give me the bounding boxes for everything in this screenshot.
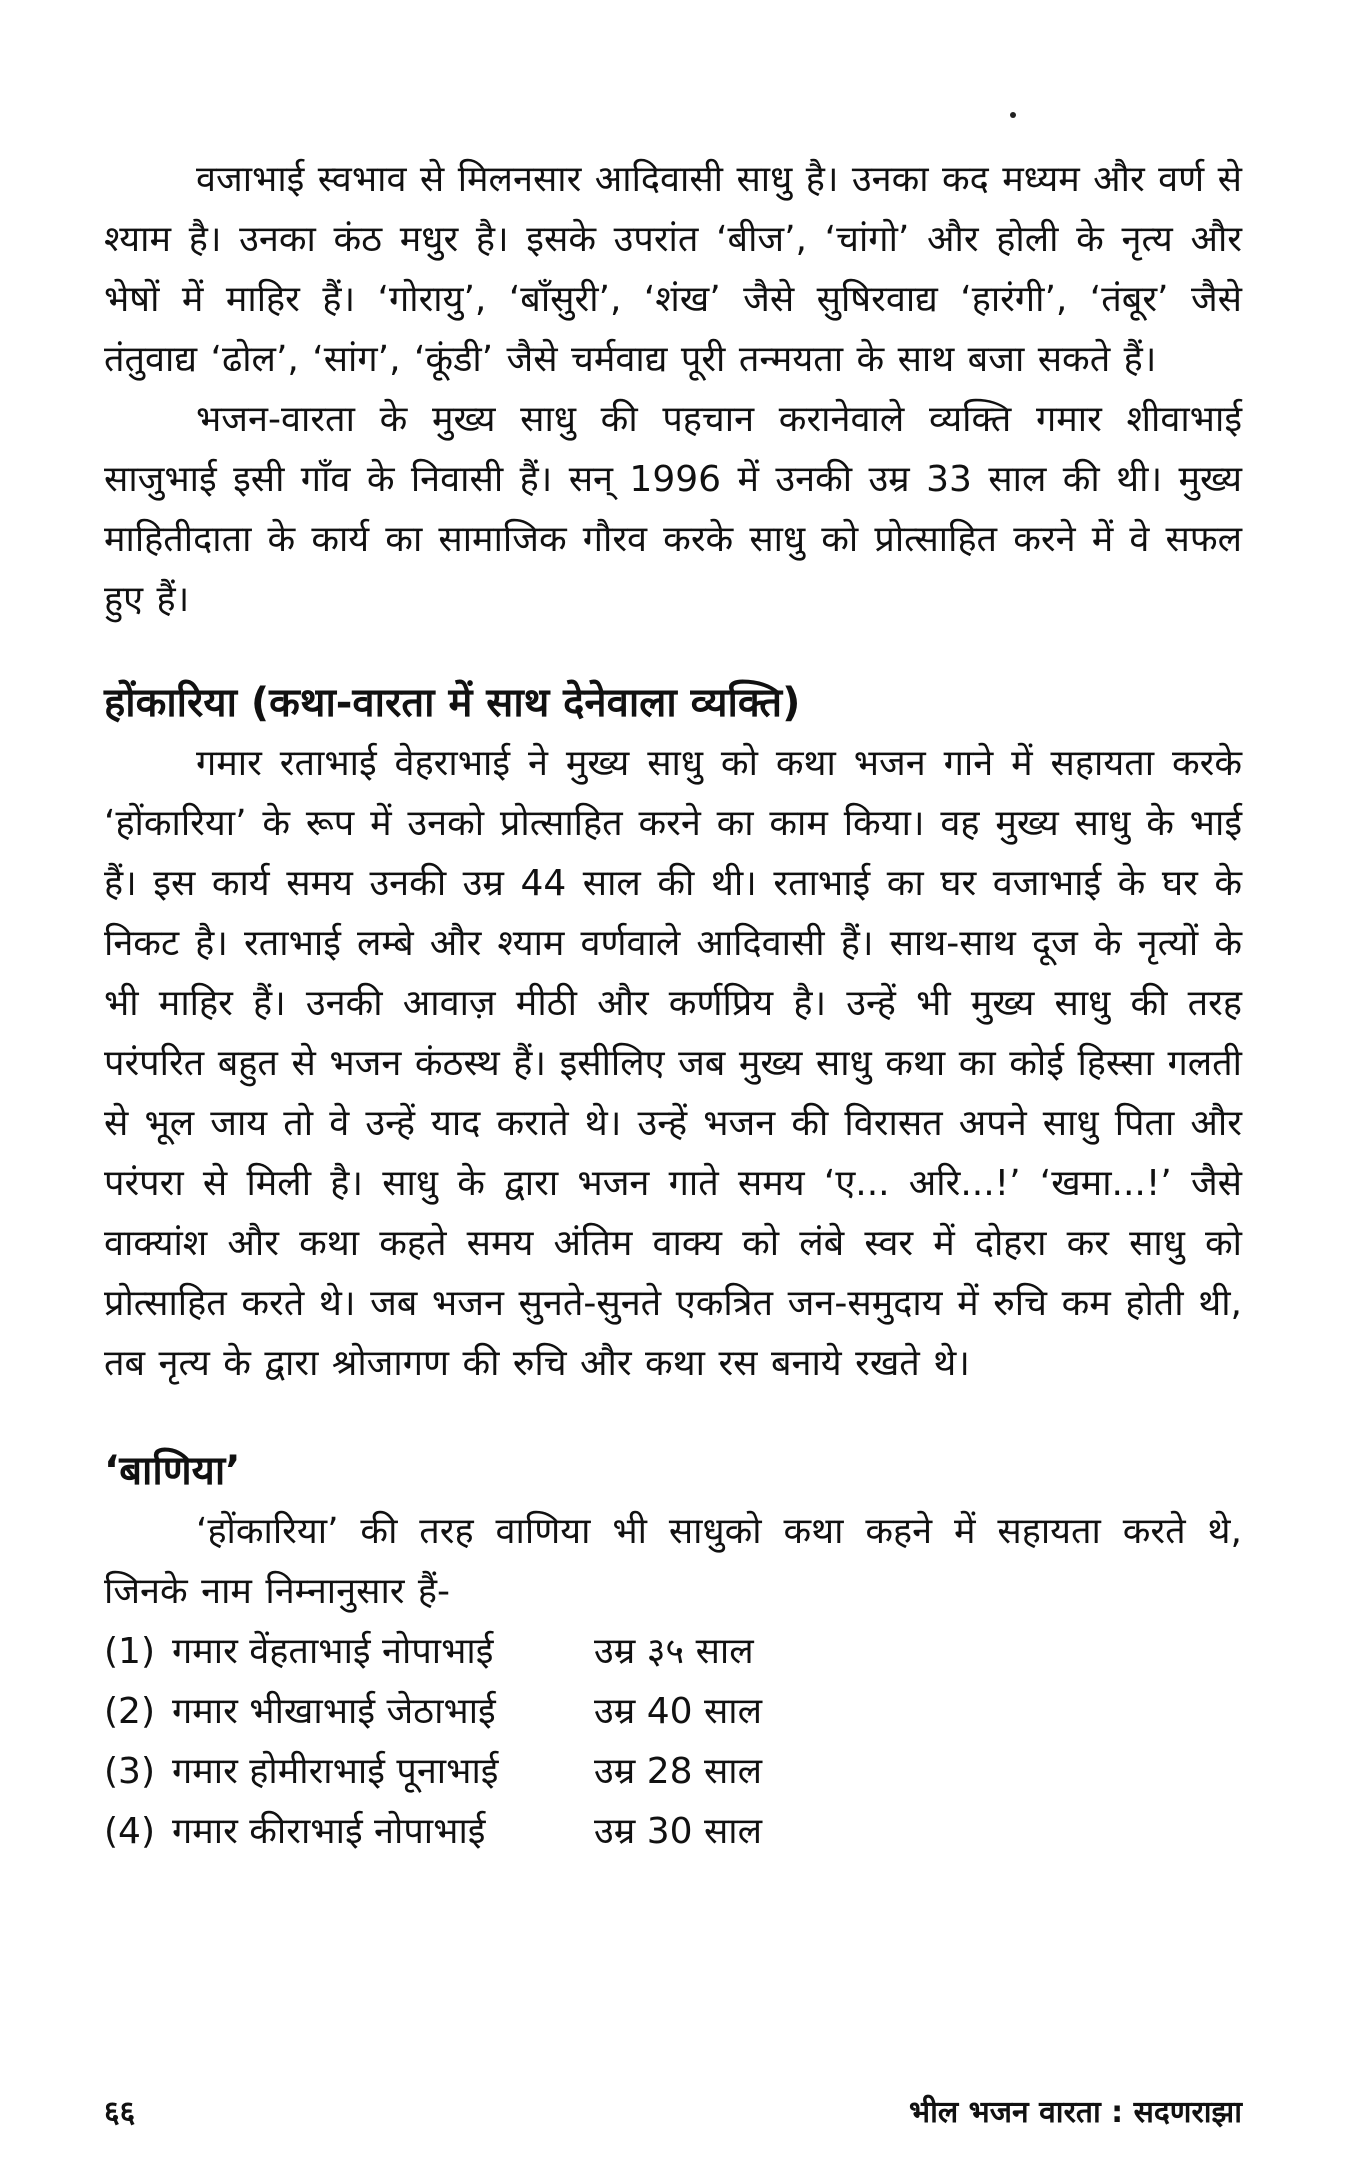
list-item-name: गमार भीखाभाई जेठाभाई [172,1691,496,1732]
stray-dot-mark [1010,112,1016,118]
paragraph-vajabhai: वजाभाई स्वभाव से मिलनसार आदिवासी साधु है। उनका कद मध्यम और वर्ण से श्याम है। उनका कंठ मधुर है। इसके उपरांत ‘बीज’, ‘चांगो’ और होली के नृत्य और भेषों में माहिर हैं। ‘गोरायु’, ‘बाँसुरी’, ‘शंख’ जैसे सुषिरवाद्य ‘हारंगी’, ‘तंबूर’ जैसे तंतुवाद्य ‘ढोल’, ‘सांग’, ‘कूंडी’ जैसे चर्मवाद्य पूरी तन्मयता के साथ बजा सकते हैं। [104,159,1242,380]
list-item-age: उम्र 30 साल [594,1811,763,1852]
heading-baniya: ‘बाणिया’ [104,1448,241,1494]
list-item [104,1802,1242,1862]
list-item-age: उम्र ३५ साल [594,1631,754,1672]
list-item-number: (1) [104,1631,155,1672]
list-item-name: गमार होमीराभाई पूनाभाई [172,1751,499,1792]
list-item [104,1622,1242,1682]
running-title: भील भजन वारता : सदणराझा [909,2095,1242,2130]
list-item-age: उम्र 40 साल [594,1691,763,1732]
page-number: ६६ [104,2095,136,2130]
list-item [104,1742,1242,1802]
page-body [104,150,1242,1862]
spacer [104,630,1242,672]
paragraph-baniya-intro: ‘होंकारिया’ की तरह वाणिया भी साधुको कथा कहने में सहायता करते थे, जिनके नाम निम्नानुसार हैं- [104,1511,1242,1612]
paragraph-ratabhai: गमार रताभाई वेहराभाई ने मुख्य साधु को कथा भजन गाने में सहायता करके ‘होंकारिया’ के रूप में उनको प्रोत्साहित करने का काम किया। वह मुख्य साधु के भाई हैं। इस कार्य समय उनकी उम्र 44 साल की थी। रताभाई का घर वजाभाई के घर के निकट है। रताभाई लम्बे और श्याम वर्णवाले आदिवासी हैं। साथ-साथ दूज के नृत्यों के भी माहिर हैं। उनकी आवाज़ मीठी और कर्णप्रिय है। उन्हें भी मुख्य साधु की तरह परंपरित बहुत से भजन कंठस्थ हैं। इसीलिए जब मुख्य साधु कथा का कोई हिस्सा गलती से भूल जाय तो वे उन्हें याद कराते थे। उन्हें भजन की विरासत अपने साधु पिता और परंपरा से मिली है। साधु के द्वारा भजन गाते समय ‘ए... अरि...!’ ‘खमा...!’ जैसे वाक्यांश और कथा कहते समय अंतिम वाक्य को लंबे स्वर में दोहरा कर साधु को प्रोत्साहित करते थे। जब भजन सुनते-सुनते एकत्रित जन-समुदाय में रुचि कम होती थी, तब नृत्य के द्वारा श्रोजागण की रुचि और कथा रस बनाये रखते थे। [104,743,1242,1384]
page-footer [104,2090,1242,2131]
list-item [104,1682,1242,1742]
spacer [104,1394,1242,1440]
list-item-name: गमार वेंहताभाई नोपाभाई [172,1631,494,1672]
baniya-name-list [104,1622,1242,1862]
paragraph-shivabhai: भजन-वारता के मुख्य साधु की पहचान करानेवाले व्यक्ति गमार शीवाभाई साजुभाई इसी गाँव के निवासी हैं। सन् 1996 में उनकी उम्र 33 साल की थी। मुख्य माहितीदाता के कार्य का सामाजिक गौरव करके साधु को प्रोत्साहित करने में वे सफल हुए हैं। [104,399,1242,620]
list-item-number: (4) [104,1811,155,1852]
list-item-number: (3) [104,1751,155,1792]
heading-honkariya: होंकारिया (कथा-वारता में साथ देनेवाला व्यक्ति) [104,680,801,726]
list-item-name: गमार कीराभाई नोपाभाई [172,1811,486,1852]
list-item-age: उम्र 28 साल [594,1751,763,1792]
list-item-number: (2) [104,1691,155,1732]
